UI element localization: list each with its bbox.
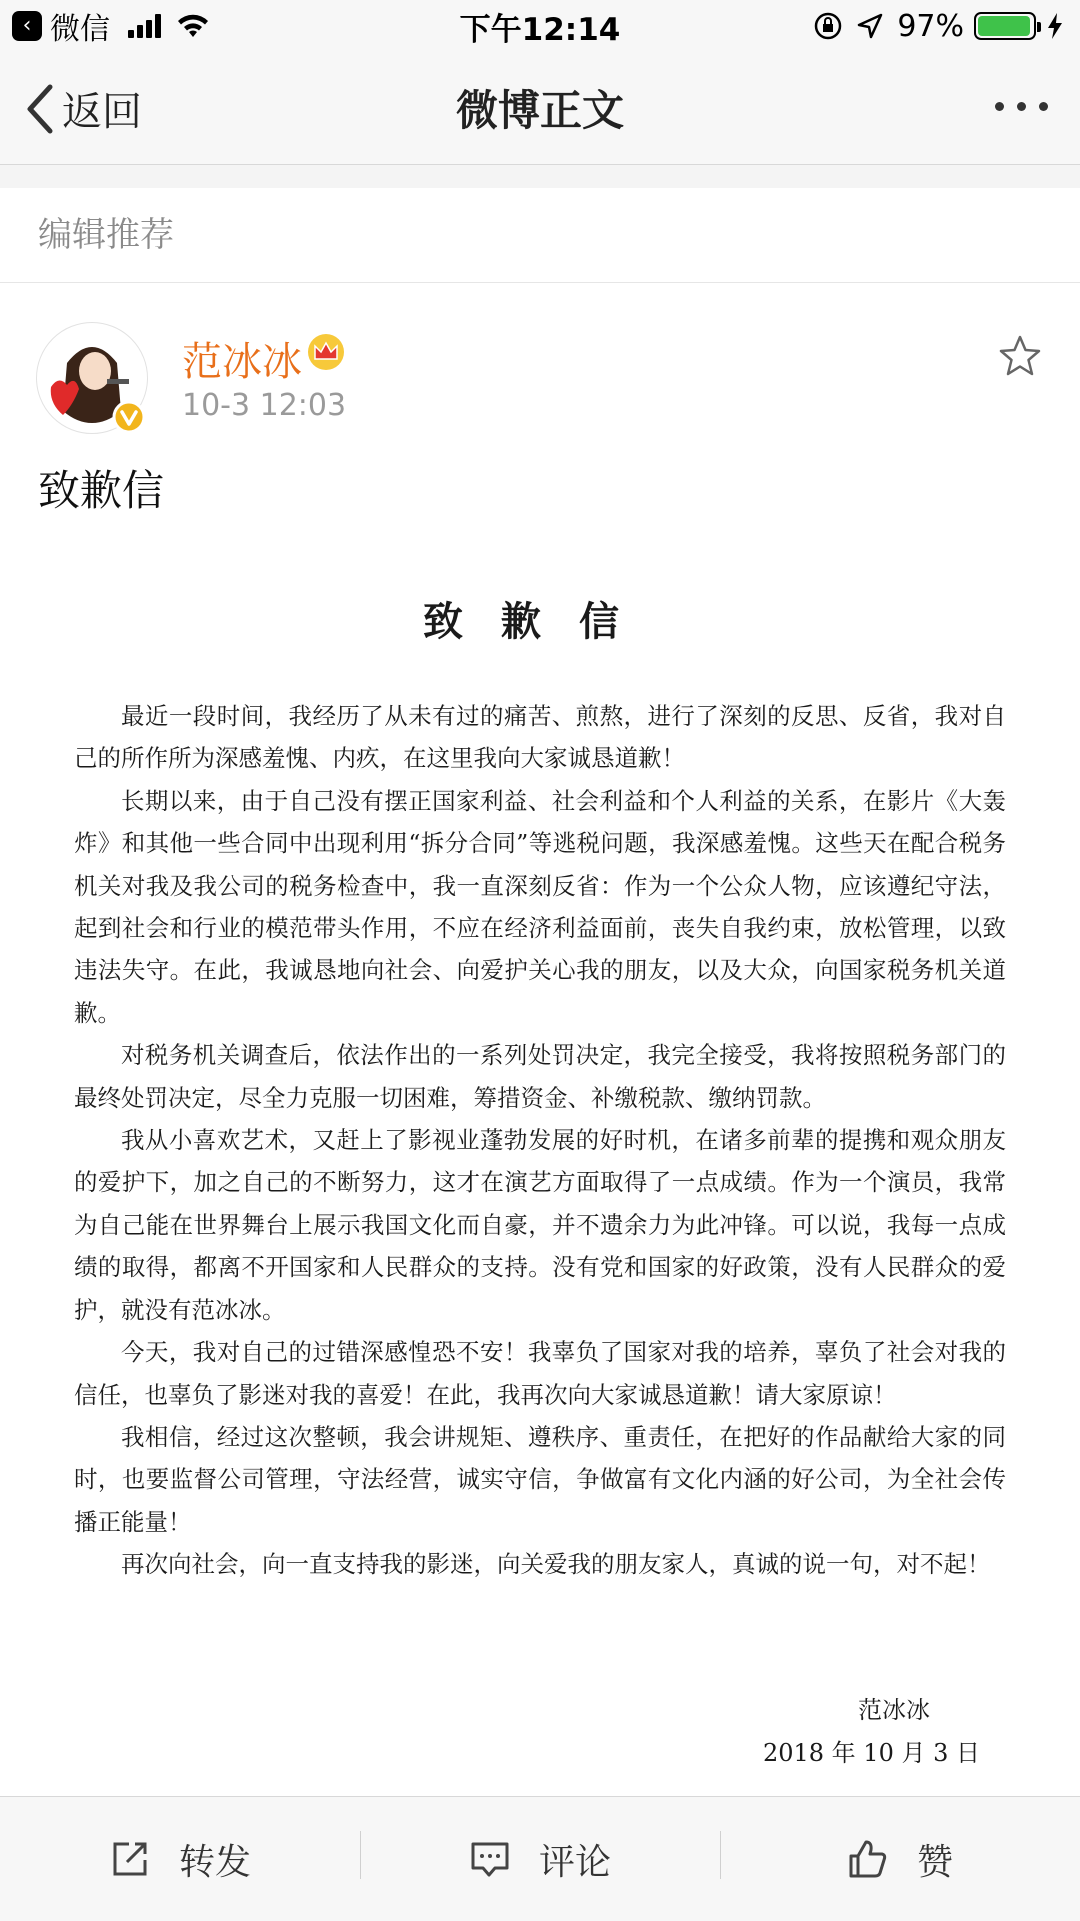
post-text: 致歉信: [38, 466, 165, 515]
section-label: 编辑推荐: [0, 188, 1080, 283]
post-time: 10-3 12:03: [182, 388, 347, 423]
more-options-icon[interactable]: [982, 102, 1048, 111]
letter-body: [74, 695, 1006, 1586]
comment-label[interactable]: 评论: [538, 1841, 611, 1883]
back-label[interactable]: 返回: [62, 89, 142, 135]
location-arrow-icon: [855, 11, 885, 41]
favorite-star-icon[interactable]: [998, 334, 1042, 378]
comment-bubble-icon: [469, 1838, 511, 1880]
author-name[interactable]: 范冰冰: [182, 339, 302, 385]
navigation-bar: [0, 52, 1080, 165]
vip-crown-icon: [306, 332, 346, 372]
share-arrow-icon: [109, 1838, 151, 1880]
rotation-lock-icon: [813, 11, 843, 41]
repost-button[interactable]: [0, 1797, 360, 1921]
wifi-icon: [176, 13, 210, 39]
status-bar: [0, 0, 1080, 52]
letter-date: 2018 年 10 月 3 日: [762, 1739, 980, 1767]
bottom-toolbar: [0, 1796, 1080, 1921]
status-time: 下午12:14: [459, 11, 621, 48]
letter-paragraph: 今天，我对自己的过错深感惶恐不安！我辜负了国家对我的培养，辜负了社会对我的信任，也辜负了影迷对我的喜爱！在此，我再次向大家诚恳道歉！请大家原谅！: [74, 1338, 1006, 1409]
letter-paragraph: 最近一段时间，我经历了从未有过的痛苦、煎熬，进行了深刻的反思、反省，我对自己的所作所为深感羞愧、内疚，在这里我向大家诚恳道歉！: [74, 702, 1006, 773]
letter-paragraph: 长期以来，由于自己没有摆正国家利益、社会利益和个人利益的关系，在影片《大轰炸》和其他一些合同中出现利用“拆分合同”等逃税问题，我深感羞愧。这些天在配合税务机关对我及我公司的税务检查中，我一直深刻反省：作为一个公众人物，应该遵纪守法，起到社会和行业的模范带头作用，不应在经济利益面前，丧失自我约束，放松管理，以致违法失守。在此，我诚恳地向社会、向爱护关心我的朋友，以及大众，向国家税务机关道歉。: [74, 786, 1006, 1027]
letter-paragraph: 我相信，经过这次整顿，我会讲规矩、遵秩序、重责任，在把好的作品献给大家的同时，也要监督公司管理，守法经营，诚实守信，争做富有文化内涵的好公司，为全社会传播正能量！: [74, 1422, 1006, 1536]
comment-button[interactable]: [360, 1797, 720, 1921]
letter-paragraph: 我从小喜欢艺术，又赶上了影视业蓬勃发展的好时机，在诸多前辈的提携和观众朋友的爱护下，加之自己的不断努力，这才在演艺方面取得了一点成绩。作为一个演员，我常为自己能在世界舞台上展示我国文化而自豪，并不遗余力为此冲锋。可以说，我每一点成绩的取得，都离不开国家和人民群众的支持。没有党和国家的好政策，没有人民群众的爱护，就没有范冰冰。: [74, 1126, 1006, 1324]
back-to-app-label[interactable]: 微信: [50, 12, 110, 47]
charging-bolt-icon: [1046, 12, 1064, 40]
letter-paragraph: 对税务机关调查后，依法作出的一系列处罚决定，我完全接受，我将按照税务部门的最终处罚决定，尽全力克服一切困难，筹措资金、补缴税款、缴纳罚款。: [74, 1041, 1006, 1112]
verified-badge-icon: [112, 400, 146, 434]
cellular-signal-icon: [128, 14, 164, 38]
battery-icon: [974, 12, 1036, 40]
like-label[interactable]: 赞: [916, 1841, 953, 1883]
thumbs-up-icon: [847, 1838, 889, 1880]
repost-label[interactable]: 转发: [178, 1841, 251, 1883]
back-to-app-icon[interactable]: ‹: [12, 11, 42, 41]
letter-signature: 范冰冰: [858, 1696, 930, 1724]
page-title: 微博正文: [455, 86, 624, 135]
letter-paragraph: 再次向社会，向一直支持我的影迷，向关爱我的朋友家人，真诚的说一句，对不起！: [121, 1550, 991, 1579]
battery-percent: 97%: [897, 8, 964, 44]
letter-heading: 致歉信: [423, 598, 657, 645]
battery-level-fill: [978, 16, 1030, 36]
like-button[interactable]: [720, 1797, 1080, 1921]
